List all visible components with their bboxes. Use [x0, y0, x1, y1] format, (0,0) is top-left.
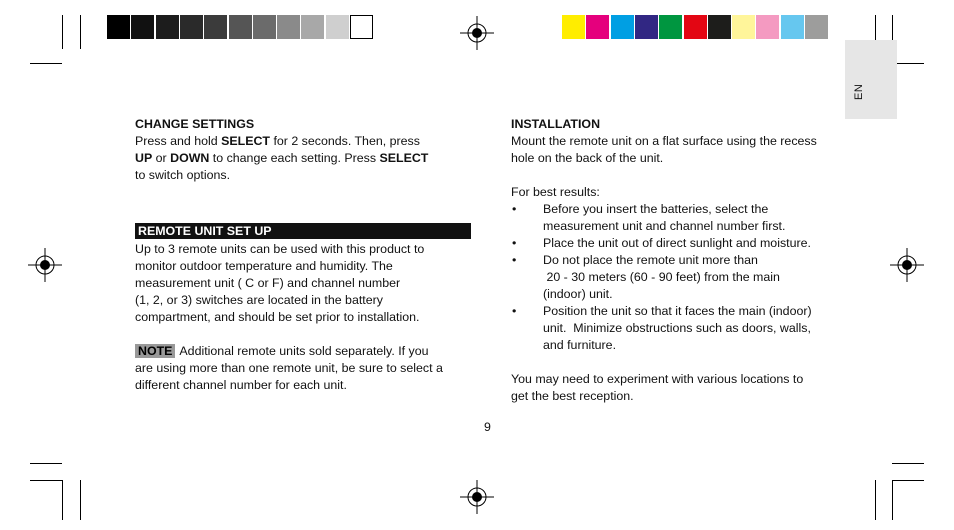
body-line: You may need to experiment with various locations to: [511, 372, 804, 386]
crop-mark: [30, 463, 62, 464]
note-badge: NOTE: [135, 344, 175, 358]
color-swatch: [156, 15, 179, 39]
color-swatch: [732, 15, 755, 39]
color-swatch: [326, 15, 349, 39]
body-line: measurement unit ( C or F) and channel number: [135, 276, 401, 290]
body-line: compartment, and should be set prior to installation.: [135, 310, 420, 324]
body-line: Mount the remote unit on a flat surface using the recess: [511, 134, 817, 148]
change-settings-heading: CHANGE SETTINGS: [135, 117, 255, 131]
change-settings-line: to switch options.: [135, 168, 231, 182]
crop-mark: [892, 480, 893, 520]
installation-heading: INSTALLATION: [511, 117, 601, 131]
registration-mark-icon: [460, 16, 494, 50]
list-item: • Before you insert the batteries, select the measurement unit and channel number first.: [512, 202, 786, 233]
page-number: 9: [484, 420, 491, 434]
color-swatch: [781, 15, 804, 39]
color-swatch: [586, 15, 609, 39]
registration-mark-icon: [28, 248, 62, 282]
color-swatch: [756, 15, 779, 39]
color-swatch: [301, 15, 324, 39]
color-swatch: [659, 15, 682, 39]
note-line: different channel number for each unit.: [135, 378, 347, 392]
color-swatch: [131, 15, 154, 39]
color-swatch: [805, 15, 828, 39]
body-line: monitor outdoor temperature and humidity. The: [135, 259, 393, 273]
bullet-icon: •: [512, 304, 517, 318]
color-swatch: [180, 15, 203, 39]
color-swatch: [204, 15, 227, 39]
color-swatch: [611, 15, 634, 39]
note-line: are using more than one remote unit, be sure to select a: [135, 361, 443, 375]
registration-mark-icon: [890, 248, 924, 282]
right-column: [511, 116, 851, 405]
color-swatch: [350, 15, 373, 39]
color-swatch: [253, 15, 276, 39]
language-tab-label: EN: [853, 83, 865, 100]
crop-mark: [62, 15, 63, 49]
left-column: [135, 116, 471, 394]
crop-mark: [892, 480, 924, 481]
remote-unit-heading: REMOTE UNIT SET UP: [135, 223, 471, 239]
body-line: (1, 2, or 3) switches are located in the battery: [135, 293, 383, 307]
color-swatch: [708, 15, 731, 39]
crop-mark: [62, 480, 63, 520]
best-results-list: [511, 201, 851, 354]
change-settings-line: Press and hold SELECT for 2 seconds. Then, press: [135, 134, 420, 148]
color-swatch: [277, 15, 300, 39]
list-item: • Position the unit so that it faces the main (indoor) unit. Minimize obstructions such as doors, walls, and furniture.: [512, 304, 812, 352]
crop-mark: [80, 480, 81, 520]
note-line: Additional remote units sold separately. If you: [179, 344, 429, 358]
note-block: [135, 343, 471, 394]
crop-mark: [892, 463, 924, 464]
registration-mark-icon: [460, 480, 494, 514]
crop-mark: [30, 480, 62, 481]
crop-mark: [80, 15, 81, 49]
language-tab: [845, 40, 897, 119]
best-results-intro: For best results:: [511, 185, 600, 199]
color-swatch: [684, 15, 707, 39]
body-line: get the best reception.: [511, 389, 634, 403]
crop-mark: [30, 63, 62, 64]
remote-unit-body: [135, 241, 471, 326]
color-swatch: [107, 15, 130, 39]
bullet-icon: •: [512, 236, 517, 250]
body-line: Up to 3 remote units can be used with this product to: [135, 242, 425, 256]
bullet-icon: •: [512, 253, 517, 267]
color-swatch: [562, 15, 585, 39]
bullet-icon: •: [512, 202, 517, 216]
color-swatch: [635, 15, 658, 39]
change-settings-line: UP or DOWN to change each setting. Press SELECT: [135, 151, 429, 165]
crop-mark: [875, 480, 876, 520]
list-item: • Place the unit out of direct sunlight and moisture.: [512, 236, 811, 250]
color-swatch: [229, 15, 252, 39]
body-line: hole on the back of the unit.: [511, 151, 664, 165]
list-item: • Do not place the remote unit more than 20 - 30 meters (60 - 90 feet) from the main (indoor) unit.: [512, 253, 780, 301]
